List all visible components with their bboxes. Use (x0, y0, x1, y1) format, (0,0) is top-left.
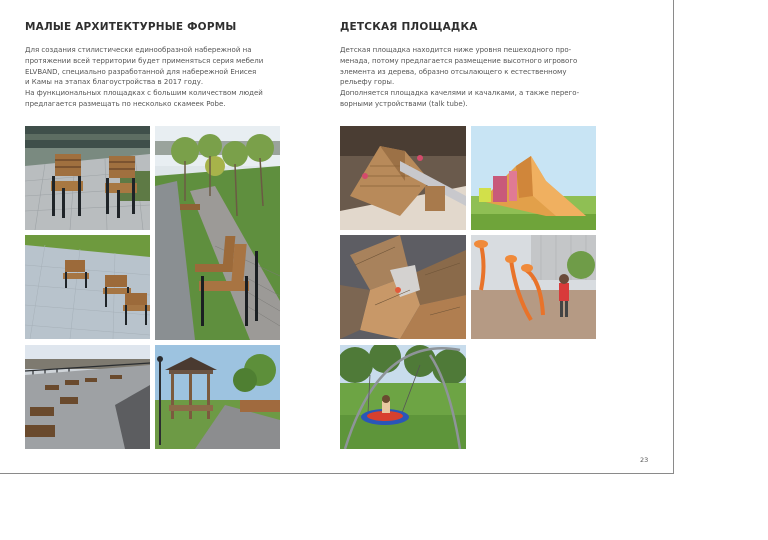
photo-talk-tubes (471, 235, 596, 339)
photo-gazebo-park (155, 345, 280, 449)
photo-benches-paving (25, 235, 150, 339)
left-text-line: Для создания стилистически единообразной набережной на (25, 46, 252, 54)
left-text-line: На функциональных площадках с большим количеством людей (25, 89, 263, 98)
photo-embankment-benches (25, 345, 150, 449)
left-text-line: протяжении всей территории будет применяться серия мебели (25, 56, 264, 65)
right-text-line: Детская площадка находится ниже уровня пешеходного про- (340, 46, 572, 54)
right-section-title: ДЕТСКАЯ ПЛОЩАДКА (340, 21, 478, 33)
right-text-line: элемента из дерева, образно отсылающего к естественному (340, 67, 567, 76)
right-text-line: рельефу горы. (340, 78, 395, 87)
left-text-line: ELVBAND, специально разработанной для набережной Енисея (25, 67, 257, 76)
left-section-title: МАЛЫЕ АРХИТЕКТУРНЫЕ ФОРМЫ (25, 21, 237, 33)
right-section-paragraph (340, 45, 579, 110)
photo-colorful-slide (471, 126, 596, 230)
photo-wooden-chairs (25, 126, 150, 230)
left-text-line: предлагается размещать по несколько скамеек Pobe. (25, 99, 226, 108)
photo-park-path-chairs (155, 126, 280, 340)
photo-aerial-play-structure (340, 235, 466, 339)
page-number: 23 (640, 456, 649, 464)
left-section-paragraph (25, 45, 263, 110)
right-text-line: Дополняется площадка качелями и качалками, а также перего- (340, 89, 580, 98)
left-text-line: и Камы на этапах благоустройства в 2017 году. (25, 78, 204, 87)
photo-nest-swing (340, 345, 466, 449)
right-text-line: менада, потому предлагается размещение высотного игрового (340, 56, 578, 65)
photo-wooden-play-structure (340, 126, 466, 230)
right-text-line: ворными устройствами (talk tube). (340, 99, 468, 108)
